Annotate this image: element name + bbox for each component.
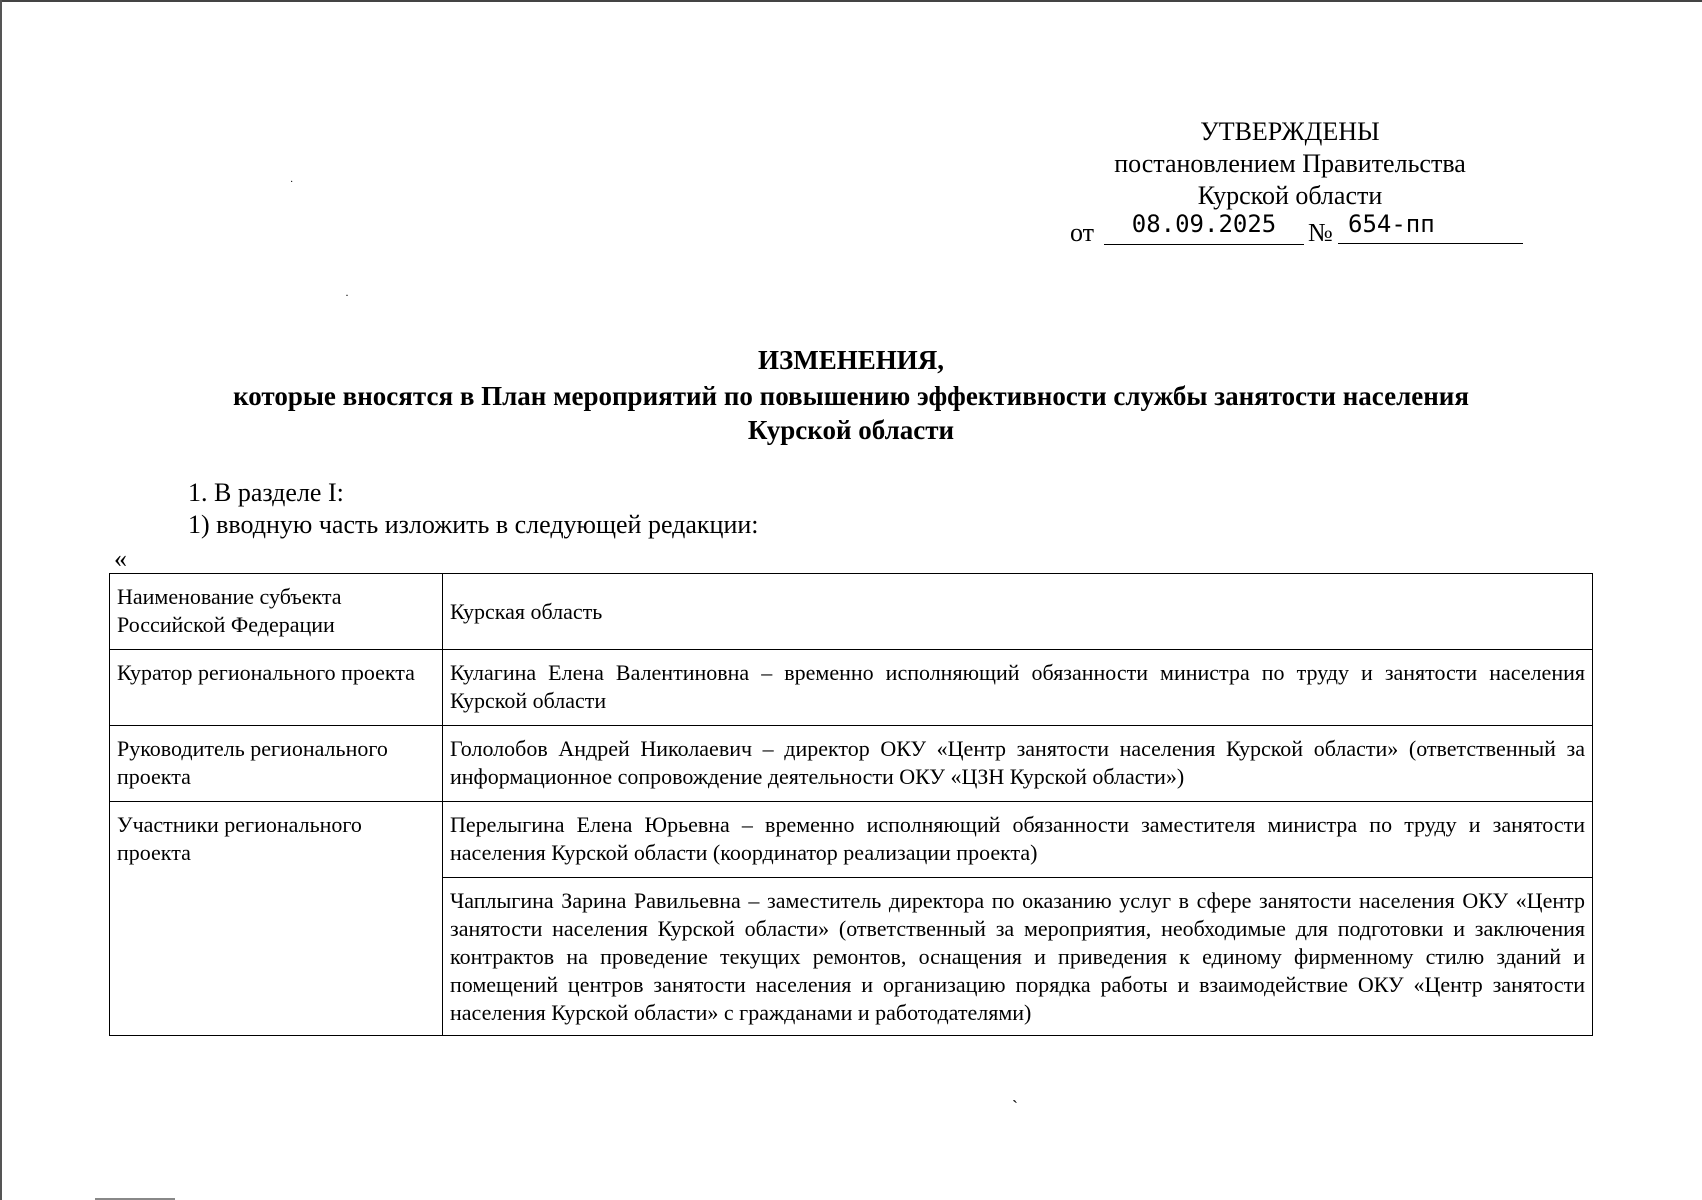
table-value-cell: Кулагина Елена Валентиновна – временно исполняющий обязанности министра по труду и занятости населения Курской области — [443, 650, 1593, 726]
decree-date-line — [1070, 212, 1520, 246]
table-value-cell: Чаплыгина Зарина Равильевна – заместитель директора по оказанию услуг в сфере занятости населения ОКУ «Центр занятости населения Курской области» (ответственный за мероприятия, необходимые для подготовки и заключения контрактов на проведение текущих ремонтов, оснащения и приведения к единому фирменному стилю зданий и помещений центров занятости населения и организацию порядка работы и взаимодействие ОКУ «Центр занятости населения Курской области» с гражданами и работодателями) — [443, 878, 1593, 1036]
scan-border-top — [0, 0, 1702, 2]
decree-number: 654-пп — [1338, 210, 1523, 244]
document-subtitle-line1: которые вносятся в План мероприятий по повышению эффективности службы занятости населения — [233, 381, 1469, 411]
table-label-cell: Руководитель регионального проекта — [110, 726, 443, 802]
scan-speck: · — [290, 177, 294, 188]
table-row — [110, 650, 1593, 726]
table-row — [110, 802, 1593, 878]
table-label-cell: Куратор регионального проекта — [110, 650, 443, 726]
document-title: ИЗМЕНЕНИЯ, — [757, 345, 944, 375]
table-row — [110, 726, 1593, 802]
decree-date: 08.09.2025 — [1104, 210, 1304, 245]
approval-line-decree: постановлением Правительства — [1114, 149, 1466, 178]
scan-speck: ˏ — [1012, 1083, 1018, 1103]
table-label-cell: Наименование субъекта Российской Федерации — [110, 574, 443, 650]
approval-stamp — [1080, 116, 1500, 212]
scan-border-left — [0, 0, 2, 1200]
document-subtitle-line2: Курской области — [747, 415, 955, 445]
section-paragraph: 1. В разделе I: — [188, 478, 344, 507]
subsection-paragraph: 1) вводную часть изложить в следующей редакции: — [188, 510, 759, 539]
number-sign: № — [1308, 218, 1333, 247]
table-row — [110, 574, 1593, 650]
table-value-cell: Гололобов Андрей Николаевич – директор ОКУ «Центр занятости населения Курской области» (ответственный за информационное сопровождение деятельности ОКУ «ЦЗН Курской области») — [443, 726, 1593, 802]
table-value-cell: Курская область — [443, 574, 1593, 650]
table-label-cell: Участники регионального проекта — [110, 802, 443, 1036]
approval-heading: УТВЕРЖДЕНЫ — [1200, 117, 1380, 146]
scan-speck: · — [345, 288, 349, 302]
approval-line-region: Курской области — [1197, 181, 1383, 210]
project-table — [109, 573, 1593, 1036]
table-value-cell: Перелыгина Елена Юрьевна – временно исполняющий обязанности заместителя министра по труду и занятости населения Курской области (координатор реализации проекта) — [443, 802, 1593, 878]
date-prefix: от — [1070, 218, 1095, 247]
open-quote: « — [114, 544, 127, 573]
